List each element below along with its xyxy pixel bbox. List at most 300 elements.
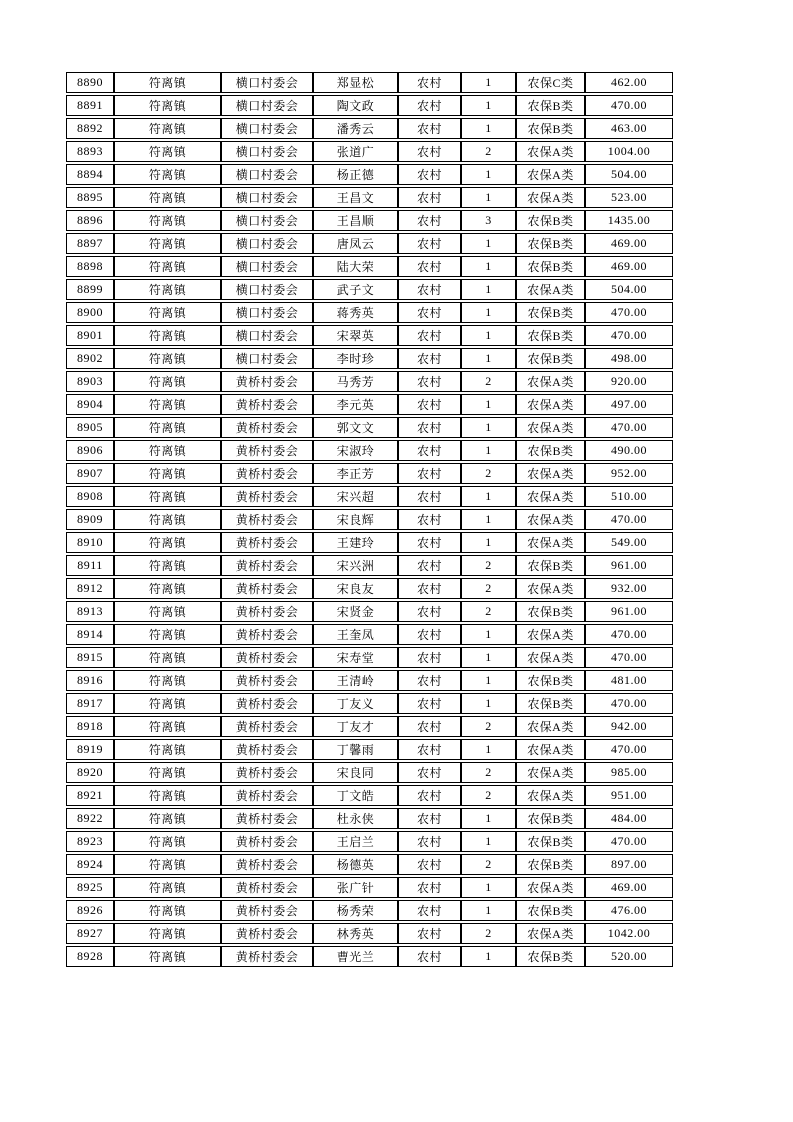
cell-insurance-category: 农保B类 — [516, 946, 585, 967]
cell-town: 符离镇 — [114, 693, 221, 714]
cell-record-number: 8907 — [66, 463, 114, 484]
cell-person-name: 杜永侠 — [313, 808, 398, 829]
cell-insurance-category: 农保B类 — [516, 555, 585, 576]
cell-residence-type: 农村 — [398, 279, 461, 300]
cell-residence-type: 农村 — [398, 325, 461, 346]
cell-residence-type: 农村 — [398, 900, 461, 921]
cell-amount: 961.00 — [585, 555, 673, 576]
cell-insurance-category: 农保B类 — [516, 210, 585, 231]
cell-insurance-category: 农保B类 — [516, 325, 585, 346]
cell-residence-type: 农村 — [398, 785, 461, 806]
cell-amount: 470.00 — [585, 624, 673, 645]
cell-town: 符离镇 — [114, 279, 221, 300]
cell-record-number: 8928 — [66, 946, 114, 967]
table-row — [66, 302, 673, 323]
cell-record-number: 8914 — [66, 624, 114, 645]
cell-village-committee: 黄桥村委会 — [221, 509, 313, 530]
cell-town: 符离镇 — [114, 601, 221, 622]
table-row — [66, 509, 673, 530]
cell-town: 符离镇 — [114, 118, 221, 139]
cell-person-name: 杨秀荣 — [313, 900, 398, 921]
cell-residence-type: 农村 — [398, 256, 461, 277]
cell-person-count: 2 — [461, 371, 516, 392]
cell-person-name: 杨正德 — [313, 164, 398, 185]
cell-person-name: 张广针 — [313, 877, 398, 898]
cell-insurance-category: 农保A类 — [516, 509, 585, 530]
cell-amount: 1435.00 — [585, 210, 673, 231]
cell-insurance-category: 农保A类 — [516, 417, 585, 438]
cell-village-committee: 黄桥村委会 — [221, 371, 313, 392]
cell-person-count: 1 — [461, 624, 516, 645]
cell-town: 符离镇 — [114, 739, 221, 760]
cell-person-name: 宋兴洲 — [313, 555, 398, 576]
cell-village-committee: 横口村委会 — [221, 325, 313, 346]
table-row — [66, 371, 673, 392]
cell-person-name: 宋良友 — [313, 578, 398, 599]
cell-residence-type: 农村 — [398, 233, 461, 254]
cell-town: 符离镇 — [114, 394, 221, 415]
cell-record-number: 8897 — [66, 233, 114, 254]
cell-person-count: 1 — [461, 532, 516, 553]
cell-record-number: 8918 — [66, 716, 114, 737]
cell-town: 符离镇 — [114, 302, 221, 323]
cell-person-count: 1 — [461, 279, 516, 300]
cell-insurance-category: 农保A类 — [516, 164, 585, 185]
cell-person-count: 1 — [461, 647, 516, 668]
cell-village-committee: 黄桥村委会 — [221, 486, 313, 507]
cell-record-number: 8898 — [66, 256, 114, 277]
cell-amount: 470.00 — [585, 647, 673, 668]
cell-insurance-category: 农保A类 — [516, 762, 585, 783]
cell-residence-type: 农村 — [398, 670, 461, 691]
table-row — [66, 325, 673, 346]
cell-record-number: 8890 — [66, 72, 114, 93]
cell-village-committee: 黄桥村委会 — [221, 877, 313, 898]
cell-person-name: 丁文皓 — [313, 785, 398, 806]
table-row — [66, 762, 673, 783]
cell-person-name: 丁友义 — [313, 693, 398, 714]
table-row — [66, 95, 673, 116]
cell-town: 符离镇 — [114, 417, 221, 438]
cell-amount: 1042.00 — [585, 923, 673, 944]
cell-record-number: 8912 — [66, 578, 114, 599]
table-row — [66, 624, 673, 645]
cell-record-number: 8910 — [66, 532, 114, 553]
cell-person-name: 王建玲 — [313, 532, 398, 553]
table-row — [66, 72, 673, 93]
cell-amount: 942.00 — [585, 716, 673, 737]
cell-amount: 504.00 — [585, 279, 673, 300]
cell-village-committee: 横口村委会 — [221, 302, 313, 323]
cell-person-count: 1 — [461, 233, 516, 254]
cell-person-count: 2 — [461, 762, 516, 783]
cell-person-count: 1 — [461, 256, 516, 277]
cell-amount: 952.00 — [585, 463, 673, 484]
cell-record-number: 8894 — [66, 164, 114, 185]
cell-record-number: 8920 — [66, 762, 114, 783]
cell-amount: 470.00 — [585, 739, 673, 760]
cell-person-count: 1 — [461, 72, 516, 93]
cell-person-name: 郑显松 — [313, 72, 398, 93]
cell-village-committee: 黄桥村委会 — [221, 463, 313, 484]
cell-amount: 523.00 — [585, 187, 673, 208]
cell-insurance-category: 农保B类 — [516, 256, 585, 277]
cell-village-committee: 黄桥村委会 — [221, 693, 313, 714]
cell-person-count: 1 — [461, 900, 516, 921]
cell-village-committee: 横口村委会 — [221, 187, 313, 208]
cell-person-name: 潘秀云 — [313, 118, 398, 139]
table-row — [66, 670, 673, 691]
cell-record-number: 8926 — [66, 900, 114, 921]
cell-person-name: 王奎凤 — [313, 624, 398, 645]
cell-record-number: 8896 — [66, 210, 114, 231]
cell-record-number: 8893 — [66, 141, 114, 162]
cell-record-number: 8891 — [66, 95, 114, 116]
cell-residence-type: 农村 — [398, 417, 461, 438]
cell-person-name: 林秀英 — [313, 923, 398, 944]
cell-insurance-category: 农保B类 — [516, 854, 585, 875]
cell-person-count: 2 — [461, 463, 516, 484]
cell-insurance-category: 农保B类 — [516, 831, 585, 852]
cell-insurance-category: 农保A类 — [516, 486, 585, 507]
cell-village-committee: 黄桥村委会 — [221, 854, 313, 875]
table-row — [66, 210, 673, 231]
cell-amount: 470.00 — [585, 302, 673, 323]
cell-person-count: 1 — [461, 95, 516, 116]
table-row — [66, 831, 673, 852]
cell-residence-type: 农村 — [398, 808, 461, 829]
cell-person-count: 1 — [461, 440, 516, 461]
cell-town: 符离镇 — [114, 785, 221, 806]
cell-amount: 920.00 — [585, 371, 673, 392]
cell-village-committee: 黄桥村委会 — [221, 394, 313, 415]
cell-residence-type: 农村 — [398, 762, 461, 783]
cell-record-number: 8917 — [66, 693, 114, 714]
cell-person-name: 曹光兰 — [313, 946, 398, 967]
cell-insurance-category: 农保B类 — [516, 348, 585, 369]
table-row — [66, 693, 673, 714]
cell-person-name: 丁馨雨 — [313, 739, 398, 760]
cell-amount: 462.00 — [585, 72, 673, 93]
cell-insurance-category: 农保A类 — [516, 578, 585, 599]
table-row — [66, 601, 673, 622]
cell-person-count: 2 — [461, 601, 516, 622]
cell-residence-type: 农村 — [398, 877, 461, 898]
cell-record-number: 8921 — [66, 785, 114, 806]
cell-town: 符离镇 — [114, 831, 221, 852]
cell-person-count: 2 — [461, 555, 516, 576]
cell-village-committee: 横口村委会 — [221, 210, 313, 231]
cell-record-number: 8899 — [66, 279, 114, 300]
table-row — [66, 716, 673, 737]
cell-village-committee: 黄桥村委会 — [221, 808, 313, 829]
cell-person-name: 蒋秀英 — [313, 302, 398, 323]
cell-town: 符离镇 — [114, 486, 221, 507]
cell-residence-type: 农村 — [398, 555, 461, 576]
cell-residence-type: 农村 — [398, 647, 461, 668]
cell-person-count: 2 — [461, 578, 516, 599]
cell-residence-type: 农村 — [398, 624, 461, 645]
cell-village-committee: 黄桥村委会 — [221, 716, 313, 737]
table-row — [66, 900, 673, 921]
cell-town: 符离镇 — [114, 95, 221, 116]
cell-residence-type: 农村 — [398, 210, 461, 231]
cell-amount: 484.00 — [585, 808, 673, 829]
cell-person-name: 丁友才 — [313, 716, 398, 737]
cell-person-count: 2 — [461, 716, 516, 737]
cell-insurance-category: 农保B类 — [516, 601, 585, 622]
cell-record-number: 8909 — [66, 509, 114, 530]
cell-amount: 985.00 — [585, 762, 673, 783]
cell-person-name: 张道广 — [313, 141, 398, 162]
cell-amount: 498.00 — [585, 348, 673, 369]
cell-amount: 549.00 — [585, 532, 673, 553]
cell-amount: 469.00 — [585, 233, 673, 254]
cell-town: 符离镇 — [114, 762, 221, 783]
cell-insurance-category: 农保B类 — [516, 233, 585, 254]
cell-amount: 897.00 — [585, 854, 673, 875]
table-row — [66, 647, 673, 668]
table-row — [66, 739, 673, 760]
cell-village-committee: 横口村委会 — [221, 141, 313, 162]
cell-person-count: 1 — [461, 946, 516, 967]
cell-town: 符离镇 — [114, 624, 221, 645]
cell-person-name: 宋兴超 — [313, 486, 398, 507]
cell-record-number: 8915 — [66, 647, 114, 668]
cell-insurance-category: 农保A类 — [516, 394, 585, 415]
cell-insurance-category: 农保B类 — [516, 118, 585, 139]
cell-person-count: 1 — [461, 877, 516, 898]
cell-insurance-category: 农保A类 — [516, 739, 585, 760]
cell-residence-type: 农村 — [398, 532, 461, 553]
cell-person-count: 1 — [461, 831, 516, 852]
cell-amount: 481.00 — [585, 670, 673, 691]
cell-residence-type: 农村 — [398, 923, 461, 944]
cell-record-number: 8902 — [66, 348, 114, 369]
table-row — [66, 417, 673, 438]
cell-record-number: 8905 — [66, 417, 114, 438]
cell-person-count: 2 — [461, 785, 516, 806]
cell-insurance-category: 农保B类 — [516, 302, 585, 323]
cell-town: 符离镇 — [114, 647, 221, 668]
cell-residence-type: 农村 — [398, 716, 461, 737]
cell-residence-type: 农村 — [398, 946, 461, 967]
cell-residence-type: 农村 — [398, 302, 461, 323]
cell-insurance-category: 农保A类 — [516, 371, 585, 392]
cell-person-name: 唐凤云 — [313, 233, 398, 254]
cell-person-count: 1 — [461, 348, 516, 369]
cell-person-count: 2 — [461, 141, 516, 162]
cell-residence-type: 农村 — [398, 141, 461, 162]
cell-town: 符离镇 — [114, 348, 221, 369]
table-row — [66, 394, 673, 415]
cell-village-committee: 黄桥村委会 — [221, 555, 313, 576]
table-row — [66, 808, 673, 829]
cell-village-committee: 黄桥村委会 — [221, 647, 313, 668]
cell-record-number: 8901 — [66, 325, 114, 346]
cell-person-name: 宋贤金 — [313, 601, 398, 622]
cell-village-committee: 横口村委会 — [221, 164, 313, 185]
table-row — [66, 486, 673, 507]
cell-residence-type: 农村 — [398, 371, 461, 392]
cell-residence-type: 农村 — [398, 693, 461, 714]
cell-person-count: 1 — [461, 164, 516, 185]
cell-amount: 476.00 — [585, 900, 673, 921]
cell-residence-type: 农村 — [398, 394, 461, 415]
cell-person-name: 王清岭 — [313, 670, 398, 691]
cell-amount: 470.00 — [585, 831, 673, 852]
cell-village-committee: 横口村委会 — [221, 348, 313, 369]
cell-person-name: 陶文政 — [313, 95, 398, 116]
table-row — [66, 187, 673, 208]
cell-village-committee: 黄桥村委会 — [221, 923, 313, 944]
cell-town: 符离镇 — [114, 141, 221, 162]
cell-town: 符离镇 — [114, 72, 221, 93]
cell-insurance-category: 农保B类 — [516, 670, 585, 691]
cell-insurance-category: 农保A类 — [516, 716, 585, 737]
cell-person-count: 1 — [461, 325, 516, 346]
cell-amount: 490.00 — [585, 440, 673, 461]
cell-record-number: 8913 — [66, 601, 114, 622]
cell-person-count: 1 — [461, 693, 516, 714]
cell-village-committee: 黄桥村委会 — [221, 532, 313, 553]
cell-amount: 951.00 — [585, 785, 673, 806]
cell-village-committee: 黄桥村委会 — [221, 739, 313, 760]
cell-town: 符离镇 — [114, 578, 221, 599]
cell-person-name: 杨德英 — [313, 854, 398, 875]
cell-village-committee: 黄桥村委会 — [221, 624, 313, 645]
cell-amount: 932.00 — [585, 578, 673, 599]
cell-amount: 961.00 — [585, 601, 673, 622]
cell-town: 符离镇 — [114, 946, 221, 967]
cell-person-count: 1 — [461, 486, 516, 507]
cell-town: 符离镇 — [114, 325, 221, 346]
cell-residence-type: 农村 — [398, 118, 461, 139]
cell-record-number: 8923 — [66, 831, 114, 852]
cell-town: 符离镇 — [114, 233, 221, 254]
cell-person-name: 王昌文 — [313, 187, 398, 208]
cell-person-name: 马秀芳 — [313, 371, 398, 392]
cell-person-count: 1 — [461, 118, 516, 139]
cell-insurance-category: 农保B类 — [516, 900, 585, 921]
cell-person-name: 宋良辉 — [313, 509, 398, 530]
table-row — [66, 440, 673, 461]
cell-person-count: 1 — [461, 394, 516, 415]
cell-village-committee: 横口村委会 — [221, 72, 313, 93]
cell-town: 符离镇 — [114, 210, 221, 231]
table-row — [66, 854, 673, 875]
cell-amount: 470.00 — [585, 509, 673, 530]
cell-insurance-category: 农保A类 — [516, 923, 585, 944]
cell-person-count: 1 — [461, 739, 516, 760]
cell-record-number: 8900 — [66, 302, 114, 323]
cell-insurance-category: 农保A类 — [516, 463, 585, 484]
table-row — [66, 256, 673, 277]
table-row — [66, 233, 673, 254]
cell-insurance-category: 农保A类 — [516, 279, 585, 300]
cell-record-number: 8919 — [66, 739, 114, 760]
cell-town: 符离镇 — [114, 371, 221, 392]
cell-amount: 470.00 — [585, 95, 673, 116]
cell-residence-type: 农村 — [398, 509, 461, 530]
cell-amount: 470.00 — [585, 417, 673, 438]
cell-village-committee: 黄桥村委会 — [221, 417, 313, 438]
cell-insurance-category: 农保A类 — [516, 187, 585, 208]
table-row — [66, 555, 673, 576]
cell-insurance-category: 农保A类 — [516, 877, 585, 898]
cell-person-name: 陆大荣 — [313, 256, 398, 277]
table-row — [66, 946, 673, 967]
cell-amount: 520.00 — [585, 946, 673, 967]
cell-town: 符离镇 — [114, 854, 221, 875]
cell-amount: 504.00 — [585, 164, 673, 185]
cell-amount: 1004.00 — [585, 141, 673, 162]
cell-insurance-category: 农保B类 — [516, 808, 585, 829]
cell-village-committee: 黄桥村委会 — [221, 762, 313, 783]
cell-person-name: 宋良同 — [313, 762, 398, 783]
cell-person-name: 武子文 — [313, 279, 398, 300]
table-row — [66, 923, 673, 944]
cell-town: 符离镇 — [114, 670, 221, 691]
cell-insurance-category: 农保A类 — [516, 141, 585, 162]
table-row — [66, 164, 673, 185]
cell-person-name: 郭文文 — [313, 417, 398, 438]
cell-town: 符离镇 — [114, 164, 221, 185]
cell-town: 符离镇 — [114, 900, 221, 921]
cell-town: 符离镇 — [114, 532, 221, 553]
cell-town: 符离镇 — [114, 808, 221, 829]
cell-residence-type: 农村 — [398, 187, 461, 208]
cell-village-committee: 横口村委会 — [221, 118, 313, 139]
cell-village-committee: 黄桥村委会 — [221, 440, 313, 461]
table-row — [66, 463, 673, 484]
cell-amount: 470.00 — [585, 325, 673, 346]
cell-village-committee: 黄桥村委会 — [221, 946, 313, 967]
cell-insurance-category: 农保A类 — [516, 624, 585, 645]
cell-record-number: 8916 — [66, 670, 114, 691]
cell-town: 符离镇 — [114, 716, 221, 737]
table-row — [66, 785, 673, 806]
cell-residence-type: 农村 — [398, 486, 461, 507]
cell-town: 符离镇 — [114, 923, 221, 944]
cell-amount: 469.00 — [585, 877, 673, 898]
cell-town: 符离镇 — [114, 463, 221, 484]
cell-person-name: 王昌顺 — [313, 210, 398, 231]
cell-residence-type: 农村 — [398, 601, 461, 622]
table-row — [66, 578, 673, 599]
cell-record-number: 8903 — [66, 371, 114, 392]
cell-person-count: 1 — [461, 187, 516, 208]
cell-village-committee: 黄桥村委会 — [221, 601, 313, 622]
table-row — [66, 877, 673, 898]
cell-town: 符离镇 — [114, 256, 221, 277]
cell-amount: 497.00 — [585, 394, 673, 415]
cell-person-count: 1 — [461, 808, 516, 829]
cell-person-count: 2 — [461, 923, 516, 944]
cell-person-name: 李元英 — [313, 394, 398, 415]
cell-person-name: 宋淑玲 — [313, 440, 398, 461]
cell-record-number: 8906 — [66, 440, 114, 461]
cell-residence-type: 农村 — [398, 164, 461, 185]
cell-insurance-category: 农保B类 — [516, 95, 585, 116]
cell-amount: 510.00 — [585, 486, 673, 507]
cell-residence-type: 农村 — [398, 463, 461, 484]
cell-person-count: 3 — [461, 210, 516, 231]
cell-person-name: 王启兰 — [313, 831, 398, 852]
cell-village-committee: 横口村委会 — [221, 95, 313, 116]
cell-person-name: 李时珍 — [313, 348, 398, 369]
cell-record-number: 8911 — [66, 555, 114, 576]
